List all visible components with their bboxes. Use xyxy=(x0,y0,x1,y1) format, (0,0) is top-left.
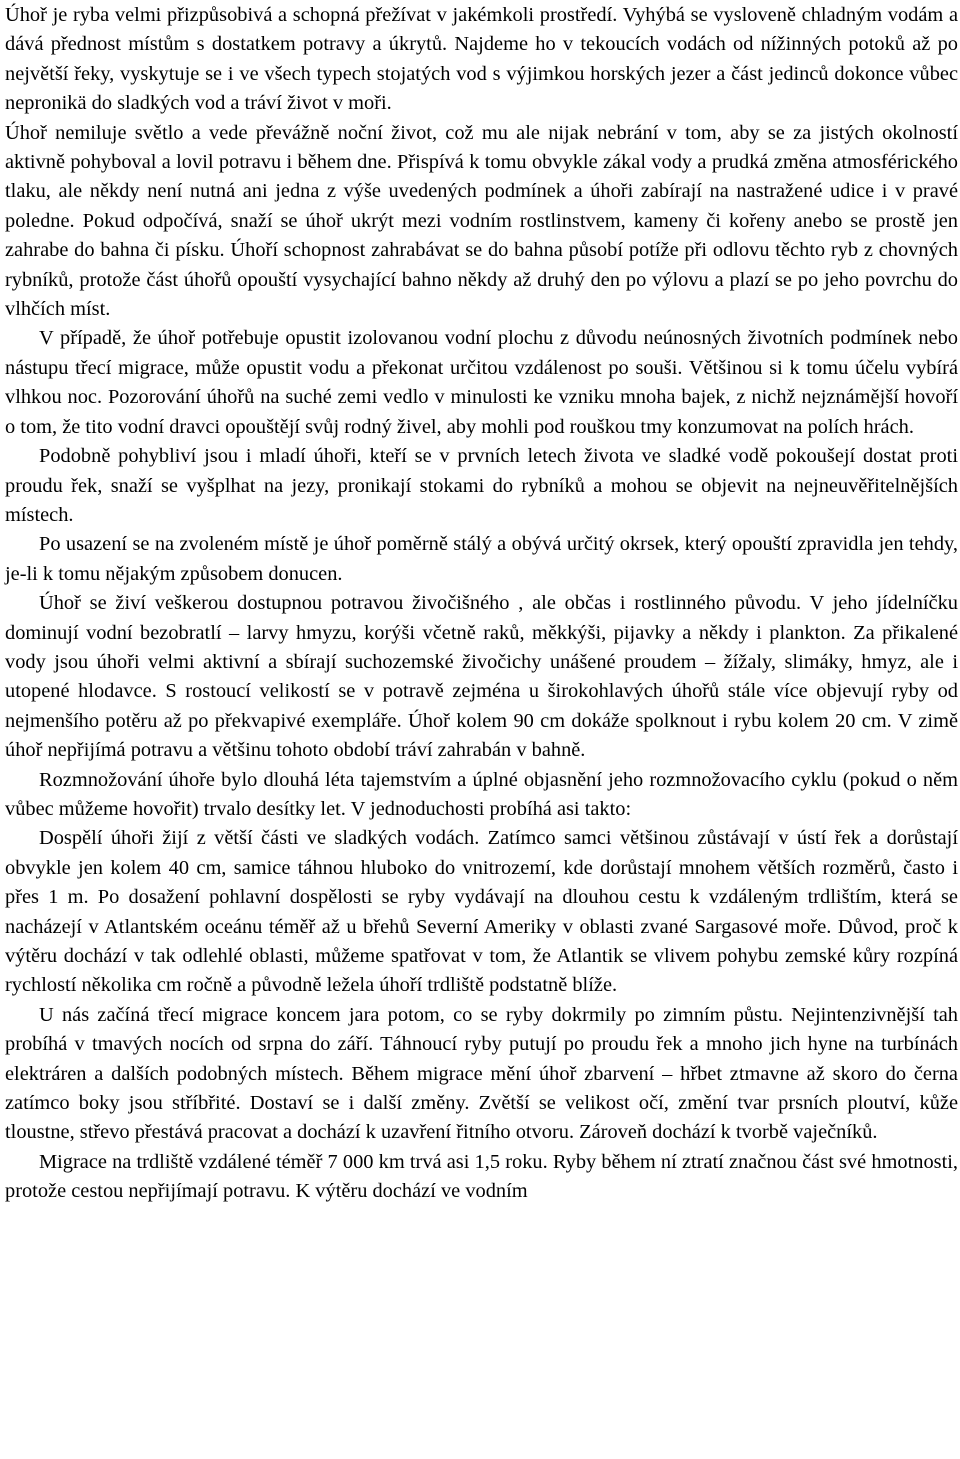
paragraph-spawning-journey: Migrace na trdliště vzdálené téměř 7 000 km trvá asi 1,5 roku. Ryby během ní ztratí značnou část své hmotnosti, protože cestou nepřijímají potravu. K výtěru dochází ve vodním xyxy=(5,1150,958,1203)
paragraph-night-activity: Úhoř nemiluje světlo a vede převážně noční život, což mu ale nijak nebrání v tom, aby se za jistých okolností aktivně pohyboval a lovil potravu i během dne. Přispívá k tomu obvykle zákal vody a prudká změna atmosférického tlaku, ale někdy není nutná ani jedna z výše uvedených podmínek a úhoři zabírají na nastražené udice i v pravé poledne. Pokud odpočívá, snaží se úhoř ukrýt mezi vodním rostlinstvem, kameny či kořeny anebo se prostě jen zahrabe do bahna či písku. Úhoří schopnost zahrabávat se do bahna působí potíže při odlovu těchto ryb z chovných rybníků, protože část úhořů opouští vysychající bahno někdy až druhý den po výlovu a plazí se po jeho povrchu do vlhčích míst. xyxy=(5,121,958,321)
paragraph-diet: Úhoř se živí veškerou dostupnou potravou živočišného , ale občas i rostlinného původu. V jeho jídelníčku dominují vodní bezobratlí – larvy hmyzu, korýši včetně raků, měkkýši, pijavky a někdy i plankton. Za přikalené vody jsou úhoři velmi aktivní a sbírají suchozemské živočichy unášené proudem – žížaly, slimáky, hmyz, ale i utopené hlodavce. S rostoucí velikostí se v potravě zejména u širokohlavých úhořů stále více objevují ryby od nejmenšího potěru až po překvapivé exempláře. Úhoř kolem 90 cm dokáže spolknout i rybu kolem 20 cm. V zimě úhoř nepřijímá potravu a většinu tohoto období tráví zahrabán v bahně. xyxy=(5,592,958,762)
paragraph-land-crossing: V případě, že úhoř potřebuje opustit izolovanou vodní plochu z důvodu neúnosných životních podmínek nebo nástupu třecí migrace, může opustit vodu a překonat určitou vzdálenost po souši. Většinou si k tomu účelu vybírá vlhkou noc. Pozorování úhořů na suché zemi vedlo v minulosti ke vzniku mnoha bajek, z nichž nejznámější hovoří o tom, že tito vodní dravci opouštějí svůj rodný živel, aby mohli pod rouškou tmy konzumovat na polích hrách. xyxy=(5,327,958,438)
paragraph-young-eels: Podobně pohybliví jsou i mladí úhoři, kteří se v prvních letech života ve sladké vodě pokoušejí dostat proti proudu řek, snaží se vyšplhat na jezy, pronikají stokami do rybníků a mohou se objevit na nejneuvěřitelnějších místech. xyxy=(5,445,958,526)
paragraph-adults: Dospělí úhoři žijí z větší části ve sladkých vodách. Zatímco samci většinou zůstávají v ústí řek a dorůstají obvykle jen kolem 40 cm, samice táhnou hluboko do vnitrozemí, kde dorůstají mnohem větších rozměrů, často i přes 1 m. Po dosažení pohlavní dospělosti se ryby vydávají na dlouhou cestu k vzdáleným trdlištím, která se nacházejí v Atlantském oceánu téměř až u břehů Severní Ameriky v oblasti zvané Sargasové moře. Důvod, proč k výtěru dochází v tak odlehlé oblasti, můžeme spatřovat v tom, že Atlantik se vlivem pohybu zemské kůry rozpíná rychlostí několika cm ročně a původně ležela úhoří trdliště podstatně blíže. xyxy=(5,827,958,997)
paragraph-migration: U nás začíná třecí migrace koncem jara potom, co se ryby dokrmily po zimním půstu. Nejintenzivnější tah probíhá v tmavých nocích od srpna do září. Táhnoucí ryby putují po proudu řek a mnoho jich hyne na turbínách elektráren a dalších podobných místech. Během migrace mění úhoř zbarvení – hřbet ztmavne až skoro do černa zatímco boky jsou stříbřité. Dostaví se i další změny. Zvětší se velikost očí, změní tvar prsních ploutví, kůže tloustne, střevo přestává pracovat a dochází k uzavření řitního otvoru. Zároveň dochází k tvorbě vaječníků. xyxy=(5,1003,958,1144)
paragraph-reproduction-intro: Rozmnožování úhoře bylo dlouhá léta tajemstvím a úplné objasnění jeho rozmnožovacího cyklu (pokud o něm vůbec můžeme hovořit) trvalo desítky let. V jednoduchosti probíhá asi takto: xyxy=(5,768,958,820)
paragraph-territory: Po usazení se na zvoleném místě je úhoř poměrně stálý a obývá určitý okrsek, který opouští zpravidla jen tehdy, je-li k tomu nějakým způsobem donucen. xyxy=(5,533,958,585)
paragraph-habitat: Úhoř je ryba velmi přizpůsobivá a schopná přežívat v jakémkoli prostředí. Vyhýbá se vysloveně chladným vodám a dává přednost místům s dostatkem potravy a úkrytů. Najdeme ho v tekoucích vodách od nížinných potoků až po největší řeky, vyskytuje se i ve všech typech stojatých vod s výjimkou horských jezer a část jedinců dokonce vůbec nepronikä do sladkých vod a tráví život v moři. xyxy=(5,4,958,115)
document-page xyxy=(0,1,960,1459)
